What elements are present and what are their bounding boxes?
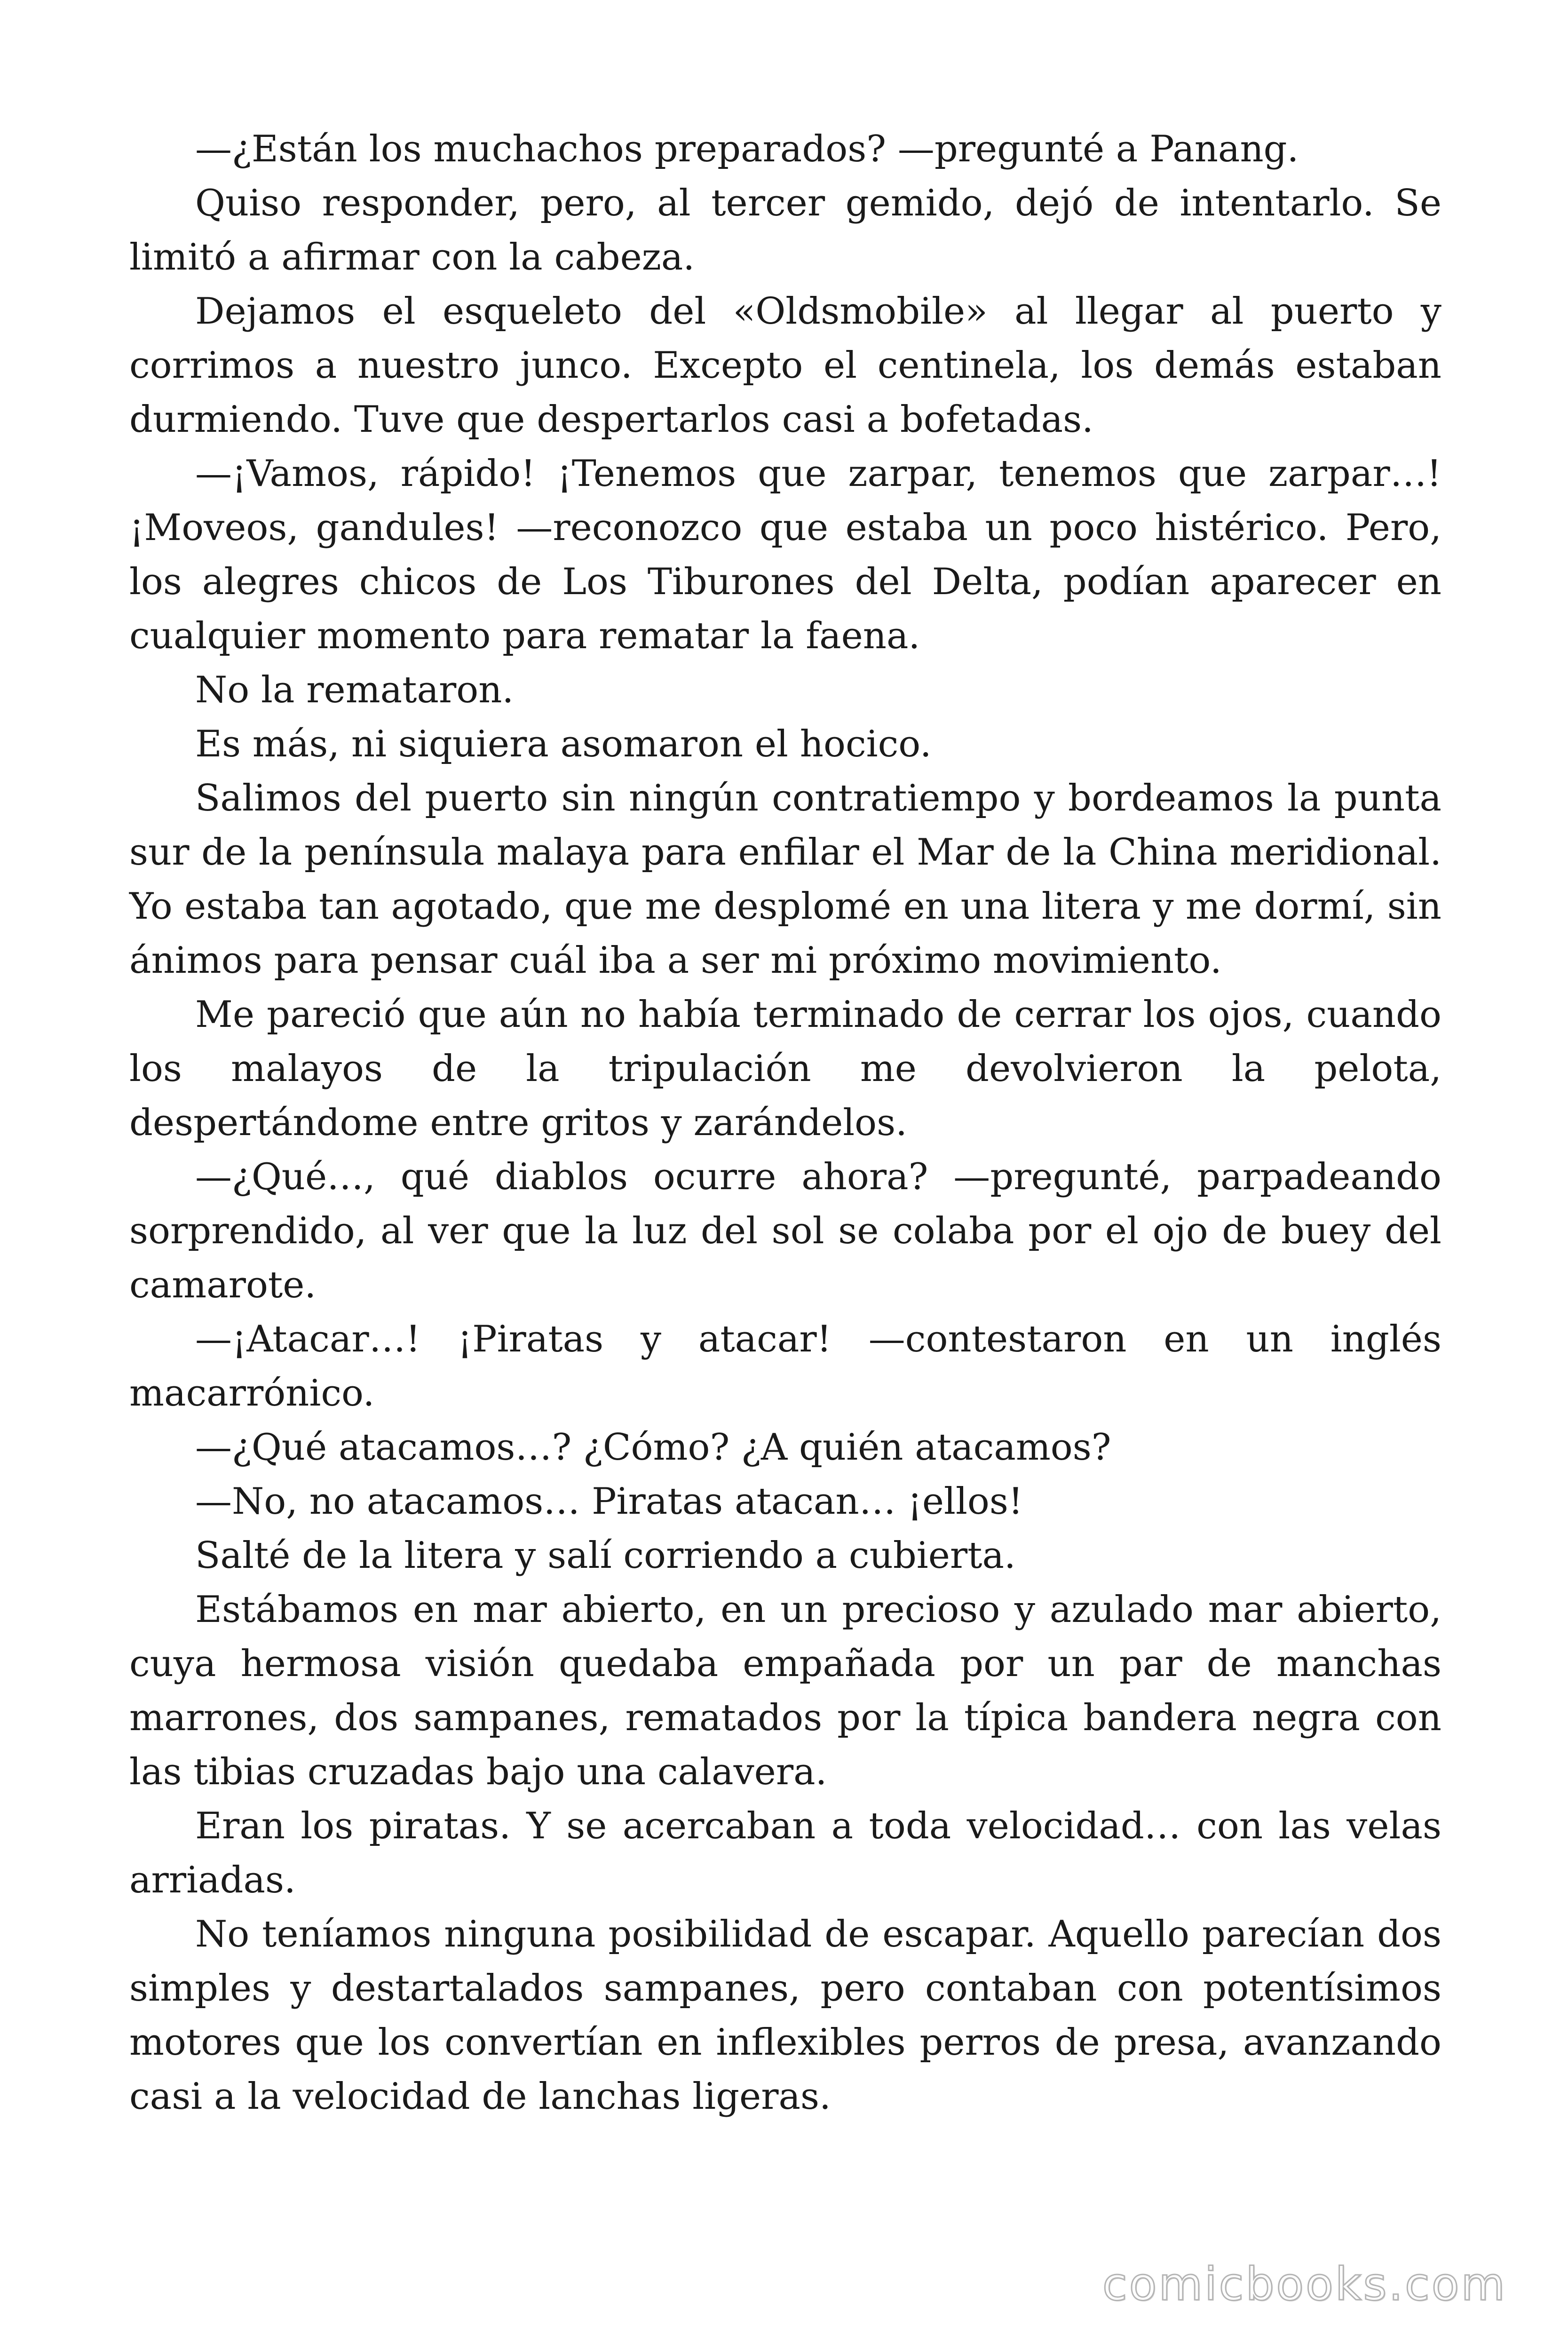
paragraph: Me pareció que aún no había terminado de cerrar los ojos, cuando los malayos de la tripulación me devolvieron la pelota, despertándome entre gritos y zarándelos.: [129, 993, 1441, 1144]
paragraph: Salimos del puerto sin ningún contratiempo y bordeamos la punta sur de la península malaya para enfilar el Mar de la China meridional. Yo estaba tan agotado, que me desplomé en una litera y me dormí, sin ánimos para pensar cuál iba a ser mi próximo movimiento.: [129, 777, 1441, 982]
paragraph: —¡Vamos, rápido! ¡Tenemos que zarpar, tenemos que zarpar…! ¡Moveos, gandules! —reconozco que estaba un poco histérico. Pero, los alegres chicos de Los Tiburones del Delta, podían aparecer en cualquier momento para rematar la faena.: [129, 453, 1441, 657]
paragraph: —¿Están los muchachos preparados? —pregunté a Panang.: [195, 128, 1299, 170]
paragraph: —¿Qué…, qué diablos ocurre ahora? —pregunté, parpadeando sorprendido, al ver que la luz del sol se colaba por el ojo de buey del camarote.: [129, 1156, 1441, 1306]
paragraph: —¿Qué atacamos…? ¿Cómo? ¿A quién atacamos?: [195, 1426, 1111, 1469]
page-body: [129, 122, 1441, 2124]
paragraph: Es más, ni siquiera asomaron el hocico.: [195, 723, 932, 765]
paragraph: —No, no atacamos… Piratas atacan… ¡ellos!: [195, 1480, 1023, 1523]
paragraph: Estábamos en mar abierto, en un precioso y azulado mar abierto, cuya hermosa visión quedaba empañada por un par de manchas marrones, dos sampanes, rematados por la típica bandera negra con las tibias cruzadas bajo una calavera.: [129, 1589, 1441, 1793]
paragraph: Dejamos el esqueleto del «Oldsmobile» al llegar al puerto y corrimos a nuestro junco. Excepto el centinela, los demás estaban durmiendo. Tuve que despertarlos casi a bofetadas.: [129, 290, 1441, 441]
paragraph: No teníamos ninguna posibilidad de escapar. Aquello parecían dos simples y destartalados sampanes, pero contaban con potentísimos motores que los convertían en inflexibles perros de presa, avanzando casi a la velocidad de lanchas ligeras.: [129, 1913, 1441, 2118]
watermark: comicbooks.com: [1102, 2258, 1507, 2311]
paragraph: Quiso responder, pero, al tercer gemido, dejó de intentarlo. Se limitó a afirmar con la cabeza.: [129, 182, 1441, 278]
paragraph: Salté de la litera y salí corriendo a cubierta.: [195, 1534, 1016, 1577]
paragraph: Eran los piratas. Y se acercaban a toda velocidad… con las velas arriadas.: [129, 1805, 1441, 1901]
paragraph: No la remataron.: [195, 669, 514, 711]
paragraph: —¡Atacar…! ¡Piratas y atacar! —contestaron en un inglés macarrónico.: [129, 1318, 1441, 1414]
